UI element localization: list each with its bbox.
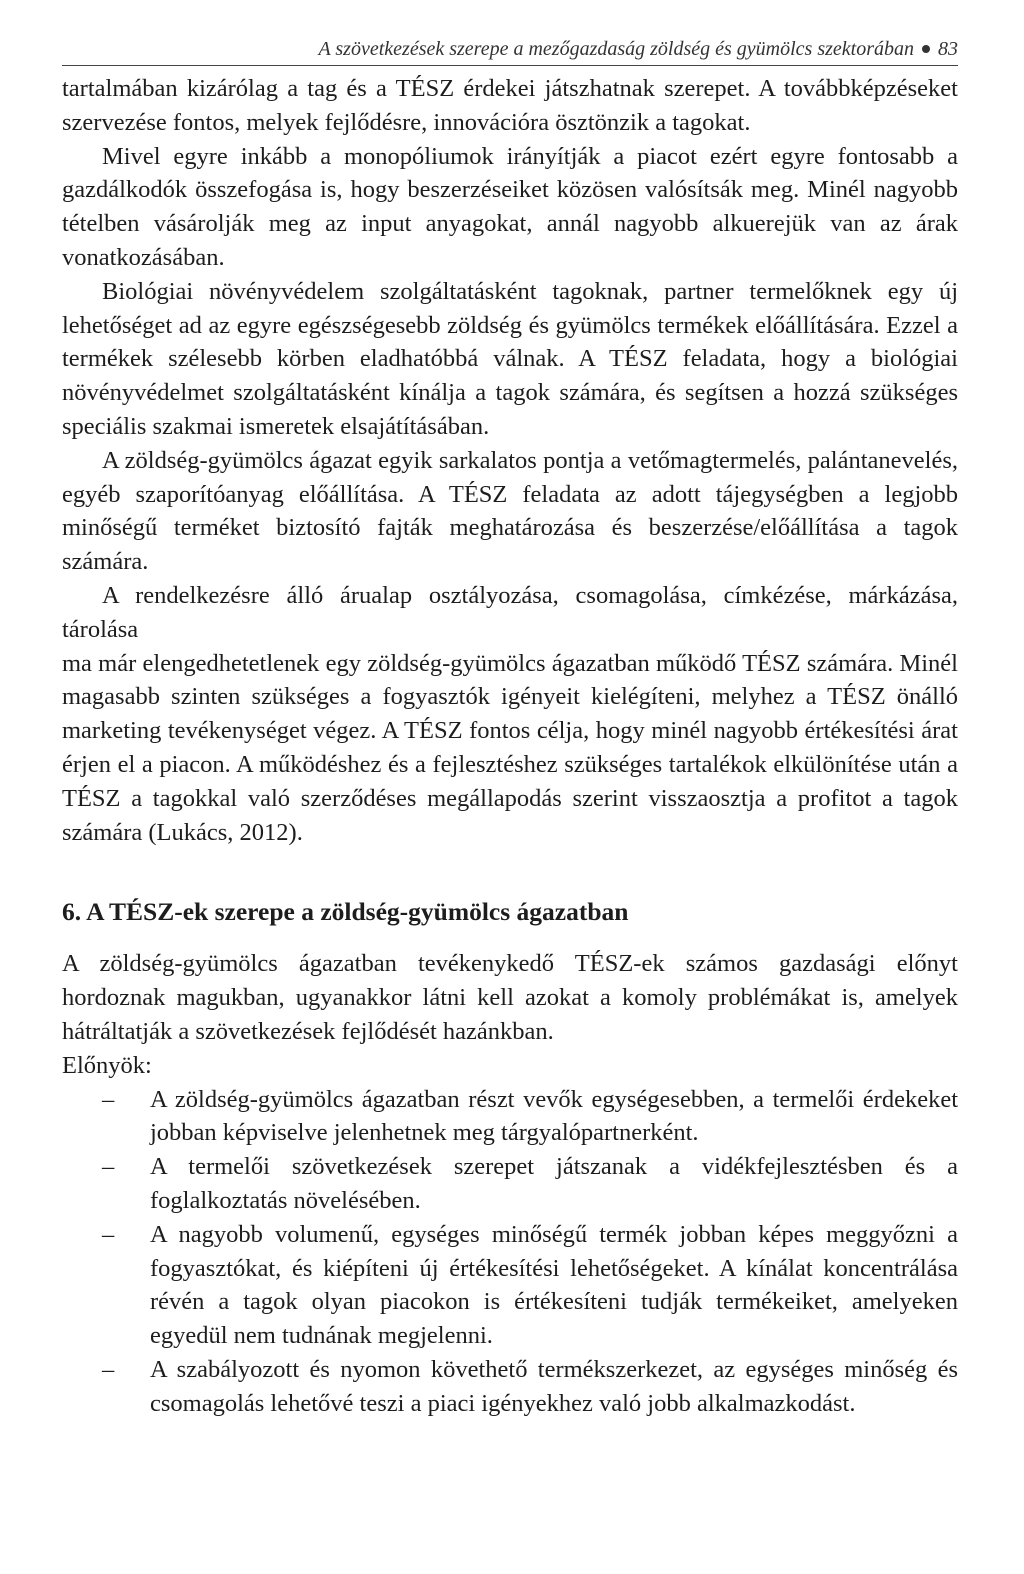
book-page [62,38,958,1420]
list-item-text: A nagyobb volumenű, egységes minőségű termék jobban képes meggyőzni a fogyasztókat, és kiépíteni új értékesítési lehetőségeket. A kínálat koncentrálása révén a tagok olyan piacokon is értékesíteni tudják termékeiket, amelyeken egyedül nem tudnának megjelenni. [150,1220,958,1350]
running-header-title: A szövetkezések szerepe a mezőgazdaság zöldség és gyümölcs szektorában [318,38,914,60]
list-item-text: A szabályozott és nyomon követhető termékszerkezet, az egységes minőség és csomagolás lehetővé teszi a piaci igényekhez való jobb alkalmazkodást. [150,1355,958,1417]
list-item-text: A zöldség-gyümölcs ágazatban részt vevők egységesebben, a termelői érdekeket jobban képviselve jelenhetnek meg tárgyalópartnerként. [150,1085,958,1147]
dash-bullet-icon: – [102,1220,115,1248]
paragraph-seed-production: A zöldség-gyümölcs ágazat egyik sarkalatos pontja a vetőmagtermelés, palántanevelés, egyéb szaporítóanyag előállítása. A TÉSZ feladata az adott tájegységben a legjobb minőségű terméket biztosító fajták meghatározása és beszerzése/előállítása a tagok számára. [62,446,958,576]
body-text [62,72,958,849]
paragraph-biological-protection: Biológiai növényvédelem szolgáltatásként tagoknak, partner termelőknek egy új lehetőséget ad az egyre egészségesebb zöldség és gyümölcs termékek előállítására. Ezzel a termékek szélesebb körben eladhatóbbá válnak. A TÉSZ feladata, hogy a biológiai növényvédelmet szolgáltatásként kínálja a tagok számára, és segítsen a hozzá szükséges speciális szakmai ismeretek elsajátításában. [62,277,958,440]
section-intro: A zöldség-gyümölcs ágazatban tevékenykedő TÉSZ-ek számos gazdasági előnyt hordoznak magukban, ugyanakkor látni kell azokat a komoly problémákat is, amelyek hátráltatják a szövetkezések fejlődését hazánkban. [62,950,958,1045]
dash-bullet-icon: – [102,1085,115,1113]
page-number: 83 [938,38,958,60]
list-item [62,1083,958,1151]
section-heading: 6. A TÉSZ-ek szerepe a zöldség-gyümölcs ágazatban [62,897,629,927]
running-header [62,38,958,66]
paragraph-monopoly: Mivel egyre inkább a monopóliumok irányítják a piacot ezért egyre fontosabb a gazdálkodók összefogása is, hogy beszerzéseiket közösen valósítsák meg. Minél nagyobb tételben vásárolják meg az input anyagokat, annál nagyobb alkuerejük van az árak vonatkozásában. [62,142,958,271]
list-item [62,1218,958,1353]
advantages-label: Előnyök: [62,1051,152,1079]
paragraph-goods-handling: A rendelkezésre álló árualap osztályozása, csomagolása, címkézése, márkázása, tárolása [62,581,958,643]
advantages-list [62,1083,958,1421]
dash-bullet-icon: – [102,1355,115,1383]
list-item [62,1353,958,1421]
paragraph-continuation: tartalmában kizárólag a tag és a TÉSZ érdekei játszhatnak szerepet. A továbbképzéseket szervezése fontos, melyek fejlődésre, innovációra ösztönzik a tagokat. [62,75,958,136]
list-item-text: A termelői szövetkezések szerepet játszanak a vidékfejlesztésben és a foglalkoztatás növelésében. [150,1153,958,1214]
bullet-separator-icon [922,45,930,53]
dash-bullet-icon: – [102,1153,115,1181]
list-item [62,1150,958,1218]
paragraph-marketing: ma már elengedhetetlenek egy zöldség-gyümölcs ágazatban működő TÉSZ számára. Minél magasabb szinten szükséges a fogyasztók igényeit kielégíteni, melyhez a TÉSZ önálló marketing tevékenységet végez. A TÉSZ fontos célja, hogy minél nagyobb értékesítési árat érjen el a piacon. A működéshez és a fejlesztéshez szükséges tartalékok elkülönítése után a TÉSZ a tagokkal való szerződéses megállapodás szerint visszaosztja a profitot a tagok számára (Lukács, 2012). [62,649,958,846]
section-body [62,947,958,1420]
